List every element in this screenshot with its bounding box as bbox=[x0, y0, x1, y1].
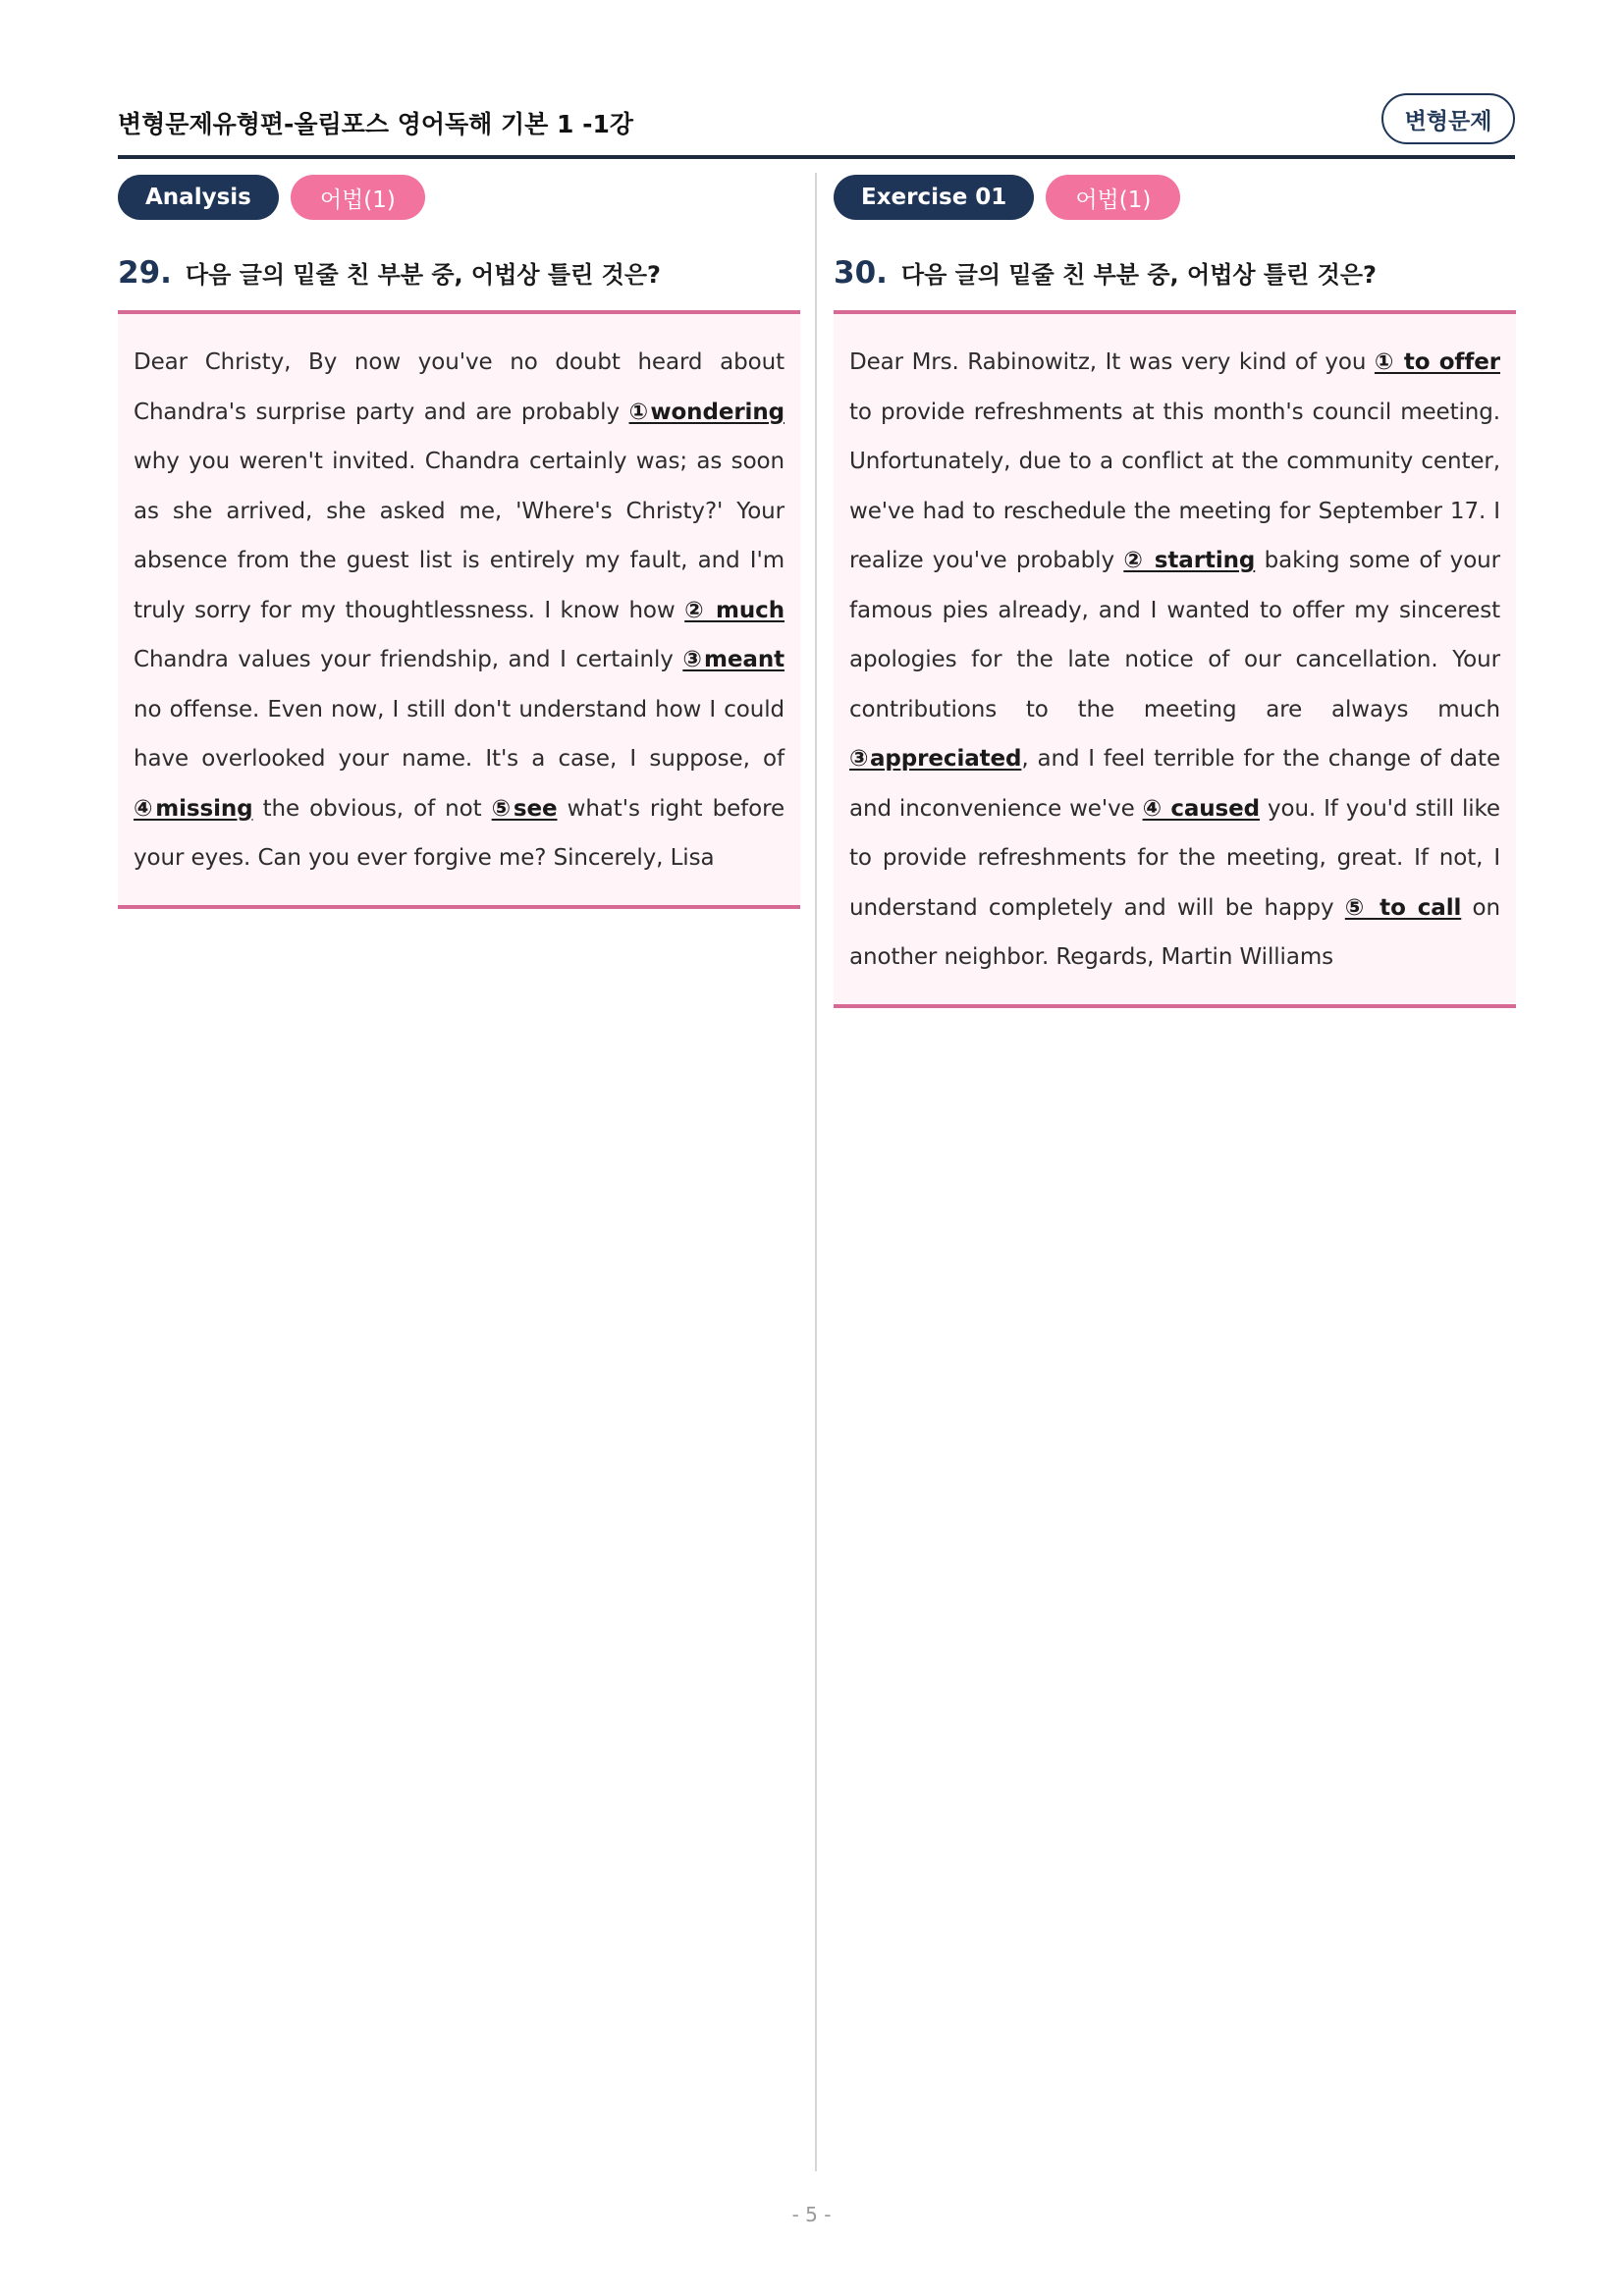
grammar-topic-tag: 어법(1) bbox=[1046, 175, 1180, 220]
right-tags bbox=[834, 175, 1516, 222]
passage-segment: baking some of your famous pies already, and I wanted to offer my sincerest apologies for the late notice of our cancellation. Your contributions to the meeting are always much bbox=[849, 548, 1500, 722]
category-badge: 변형문제 bbox=[1381, 93, 1515, 144]
passage-segment: no offense. Even now, I still don't understand how I could have overlooked your name. It's a case, I suppose, of bbox=[134, 696, 784, 772]
question-30 bbox=[834, 255, 1516, 291]
question-number: 30. bbox=[834, 255, 888, 291]
left-column bbox=[118, 175, 800, 909]
passage-segment: Dear Christy, By now you've no doubt heard about Chandra's surprise party and are probably bbox=[134, 349, 784, 425]
passage-segment: why you weren't invited. Chandra certainly was; as soon as she arrived, she asked me, 'Where's Christy?' Your absence from the guest list is entirely my fault, and I'm truly sorry for my thoughtlessness. I know how bbox=[134, 449, 784, 623]
underlined-choice-5: ⑤see bbox=[491, 795, 558, 822]
passage-segment: you. If you'd still like to provide refreshments for the meeting, great. If not, I understand completely and will be happy bbox=[849, 795, 1500, 921]
passage-box bbox=[834, 310, 1516, 1008]
passage-text bbox=[849, 338, 1500, 983]
underlined-choice-2: ② starting bbox=[1123, 548, 1256, 573]
passage-segment: the obvious, of not bbox=[252, 795, 492, 822]
header-divider bbox=[118, 155, 1515, 159]
passage-box bbox=[118, 310, 800, 909]
underlined-choice-1: ①wondering bbox=[628, 399, 784, 425]
underlined-choice-4: ④missing bbox=[134, 795, 253, 822]
exercise-tag: Exercise 01 bbox=[834, 175, 1034, 220]
underlined-choice-3: ③appreciated bbox=[849, 746, 1022, 772]
question-number: 29. bbox=[118, 255, 172, 291]
question-text: 다음 글의 밑줄 친 부분 중, 어법상 틀린 것은? bbox=[900, 261, 1377, 289]
analysis-tag: Analysis bbox=[118, 175, 279, 220]
underlined-choice-3: ③meant bbox=[682, 647, 784, 672]
question-text: 다음 글의 밑줄 친 부분 중, 어법상 틀린 것은? bbox=[185, 261, 661, 289]
passage-segment: Dear Mrs. Rabinowitz, It was very kind of you bbox=[849, 349, 1375, 375]
question-29 bbox=[118, 255, 800, 291]
passage-segment: what's right before your eyes. Can you ever forgive me? Sincerely, Lisa bbox=[134, 795, 784, 871]
page-header bbox=[118, 93, 1515, 152]
underlined-choice-4: ④ caused bbox=[1142, 795, 1261, 822]
document-title: 변형문제유형편-올림포스 영어독해 기본 1 -1강 bbox=[118, 110, 634, 138]
right-column bbox=[834, 175, 1516, 1008]
passage-text bbox=[134, 338, 784, 883]
underlined-choice-1: ① to offer bbox=[1374, 349, 1500, 375]
grammar-topic-tag: 어법(1) bbox=[291, 175, 425, 220]
passage-segment: to provide refreshments at this month's council meeting. Unfortunately, due to a conflict at the community center, we've had to reschedule the meeting for September 17. I realize you've probably bbox=[849, 399, 1500, 573]
passage-segment: , and I feel terrible for the change of date and inconvenience we've bbox=[849, 746, 1500, 822]
underlined-choice-2: ② much bbox=[684, 597, 784, 623]
left-tags bbox=[118, 175, 800, 222]
page-number: - 5 - bbox=[791, 2203, 832, 2226]
underlined-choice-5: ⑤ to call bbox=[1344, 894, 1462, 921]
column-divider bbox=[815, 173, 817, 2171]
passage-segment: on another neighbor. Regards, Martin Williams bbox=[849, 894, 1500, 970]
passage-segment: Chandra values your friendship, and I certainly bbox=[134, 647, 683, 672]
